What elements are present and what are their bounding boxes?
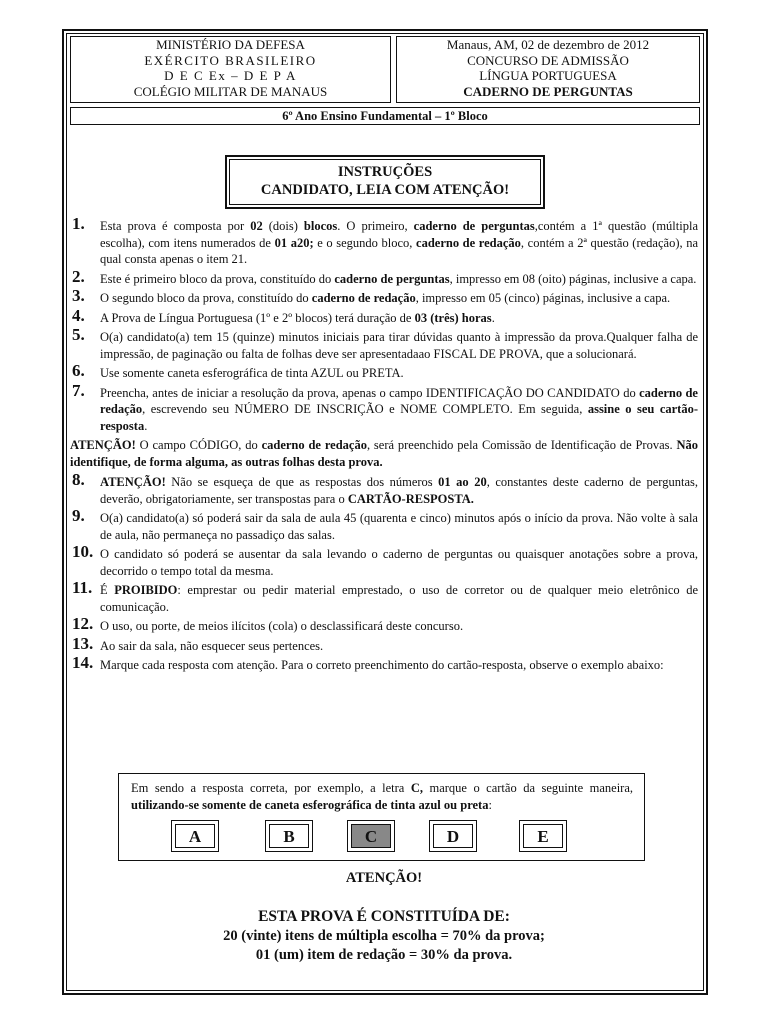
header-subject: LÍNGUA PORTUGUESA xyxy=(479,68,617,83)
attention-note: ATENÇÃO! O campo CÓDIGO, do caderno de redação, será preenchido pela Comissão de Identificação de Provas. Não identifique, de forma alguma, as outras folhas desta prova. xyxy=(70,438,699,469)
answer-option-c xyxy=(347,820,395,852)
answer-option-e xyxy=(519,820,567,852)
footer-line-2: 20 (vinte) itens de múltipla escolha = 70% da prova; xyxy=(223,928,545,944)
instruction-number: 4. xyxy=(72,305,85,325)
instruction-number: 8. xyxy=(72,470,85,489)
answer-option-label: A xyxy=(175,824,215,848)
header-institution-box xyxy=(70,36,391,103)
header-department: D E C Ex – D E P A xyxy=(164,68,297,83)
instruction-item xyxy=(70,361,698,382)
instruction-item xyxy=(70,266,698,288)
answer-option-label: B xyxy=(269,824,309,848)
instruction-item xyxy=(70,305,698,327)
instruction-number: 5. xyxy=(72,325,85,344)
instruction-number: 11. xyxy=(72,578,93,597)
instruction-text: Preencha, antes de iniciar a resolução da prova, apenas o campo IDENTIFICAÇÃO DO CANDIDATO do caderno de redação, escrevendo seu NÚMERO DE INSCRIÇÃO e NOME COMPLETO. Em seguida, assine o seu cartão-resposta. xyxy=(100,385,698,433)
instruction-number: 13. xyxy=(72,633,94,653)
instruction-text: Esta prova é composta por 02 (dois) blocos. O primeiro, caderno de perguntas,contém a 1ª questão (múltipla escolha), com itens numerados de 01 a20; e o segundo bloco, caderno de redação, contém a 2ª questão (redação), na qual consta apenas o item 21. xyxy=(100,219,699,266)
header-school: COLÉGIO MILITAR DE MANAUS xyxy=(133,83,328,99)
instruction-text: O uso, ou porte, de meios ilícitos (cola) o desclassificará deste concurso. xyxy=(100,619,464,633)
footer-attention: ATENÇÃO! xyxy=(345,870,423,886)
answer-option-label: D xyxy=(433,824,473,848)
grade-block-label: 6º Ano Ensino Fundamental – 1º Bloco xyxy=(70,107,700,125)
header-army: EXÉRCITO BRASILEIRO xyxy=(144,52,317,68)
footer-line-3: 01 (um) item de redação = 30% da prova. xyxy=(255,947,513,963)
instruction-number: 6. xyxy=(72,361,85,380)
instruction-number: 12. xyxy=(72,614,94,633)
instruction-number: 3. xyxy=(72,286,85,305)
instruction-item xyxy=(70,380,698,435)
instruction-item xyxy=(70,506,698,543)
instruction-number: 7. xyxy=(72,380,85,400)
answer-option-label: E xyxy=(523,824,563,848)
instructions-title: INSTRUÇÕES xyxy=(337,164,433,180)
answer-option-b xyxy=(265,820,313,852)
instruction-item xyxy=(70,286,698,307)
instruction-number: 9. xyxy=(72,506,85,525)
instruction-text: O(a) candidato(a) só poderá sair da sala de aula 45 (quarenta e cinco) minutos após o início da prova. Não volte à sala de aula, não permaneça no passadiço das salas. xyxy=(100,511,698,542)
instruction-text: ATENÇÃO! Não se esqueça de que as respostas dos números 01 ao 20, constantes deste caderno de perguntas, deverão, obrigatoriamente, ser transpostas para o CARTÃO-RESPOSTA. xyxy=(100,475,698,506)
answer-option-d xyxy=(429,820,477,852)
instruction-text: Este é primeiro bloco da prova, constituído do caderno de perguntas, impresso em 08 (oito) páginas, inclusive a capa. xyxy=(100,271,697,286)
header-exam-box xyxy=(396,36,700,103)
instruction-item xyxy=(70,542,698,579)
instruction-number: 1. xyxy=(72,214,85,233)
instructions-box xyxy=(229,159,541,205)
instruction-item xyxy=(70,325,698,362)
instruction-text: Ao sair da sala, não esquecer seus pertences. xyxy=(100,638,324,653)
instruction-number: 10. xyxy=(72,542,94,561)
instruction-text: A Prova de Língua Portuguesa (1º e 2º blocos) terá duração de 03 (três) horas. xyxy=(100,310,495,325)
answer-example-box xyxy=(118,773,645,861)
instruction-item xyxy=(70,470,698,507)
header-booklet: CADERNO DE PERGUNTAS xyxy=(463,83,633,99)
instruction-item xyxy=(70,214,699,268)
instructions-subtitle: CANDIDATO, LEIA COM ATENÇÃO! xyxy=(260,182,510,198)
instruction-text: Use somente caneta esferográfica de tinta AZUL ou PRETA. xyxy=(100,366,404,380)
header-date: Manaus, AM, 02 de dezembro de 2012 xyxy=(446,37,650,52)
answer-example-text: Em sendo a resposta correta, por exemplo, a letra C, marque o cartão da seguinte maneira, utilizando-se somente de caneta esferográfica de tinta azul ou preta: xyxy=(131,781,634,812)
header-contest: CONCURSO DE ADMISSÃO xyxy=(467,52,629,68)
instruction-text: O segundo bloco da prova, constituído do caderno de redação, impresso em 05 (cinco) páginas, inclusive a capa. xyxy=(100,291,671,305)
footer-line-1: ESTA PROVA É CONSTITUÍDA DE: xyxy=(258,908,510,925)
instruction-text: Marque cada resposta com atenção. Para o correto preenchimento do cartão-resposta, observe o exemplo abaixo: xyxy=(100,658,664,672)
instruction-number: 2. xyxy=(72,266,85,286)
instructions-list xyxy=(70,214,699,677)
instruction-item xyxy=(70,614,698,635)
instruction-item xyxy=(70,578,698,615)
answer-option-label: C xyxy=(351,824,391,848)
instruction-text: O(a) candidato(a) tem 15 (quinze) minutos iniciais para tirar dúvidas quanto à impressão da prova.Qualquer falha de impressão, de paginação ou falta de folhas deve ser apresentadaao FISCAL DE PROVA, que a solucionará. xyxy=(100,330,698,361)
instruction-item xyxy=(70,653,698,674)
header-ministry: MINISTÉRIO DA DEFESA xyxy=(156,37,305,52)
instruction-text: É PROIBIDO: emprestar ou pedir material emprestado, o uso de corretor ou de qualquer meio eletrônico de comunicação. xyxy=(100,583,698,614)
instruction-number: 14. xyxy=(72,653,94,672)
instruction-item xyxy=(70,633,698,655)
answer-option-a xyxy=(171,820,219,852)
instruction-text: O candidato só poderá se ausentar da sala levando o caderno de perguntas ou quaisquer anotações sobre a prova, decorrido o tempo total da mesma. xyxy=(100,547,698,578)
